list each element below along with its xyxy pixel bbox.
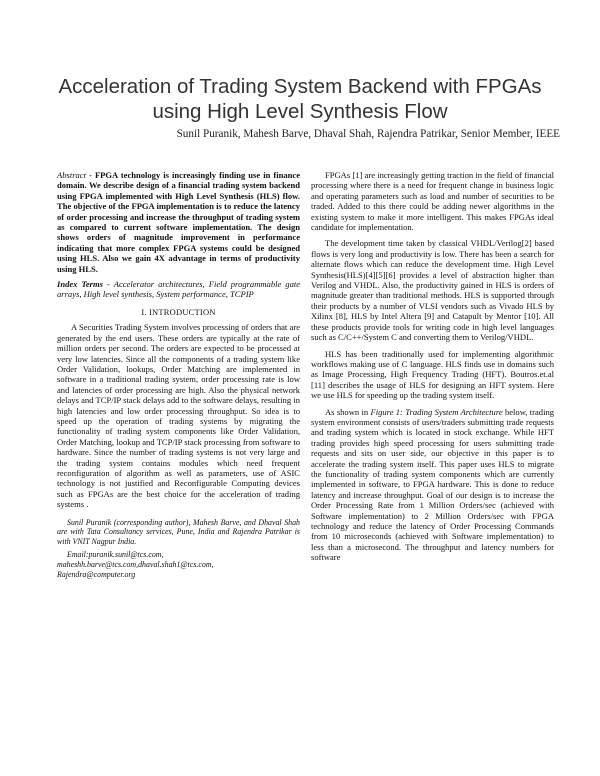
architecture-paragraph xyxy=(311,407,554,563)
fpga-paragraph: FPGAs [1] are increasingly getting traction in the field of financial processing where there is a need for frequent change in business logic and operating parameters such as load and number of securities to be traded. Added to this there could be adding newer algorithms in the existing system to make it more intelligent. This makes FPGAs ideal candidate for implementation. xyxy=(311,170,554,233)
paper-title: Acceleration of Trading System Backend with FPGAs using High Level Synthesis Flow xyxy=(58,75,542,123)
abstract-label: Abstract xyxy=(57,170,86,180)
section-heading-introduction: I. INTRODUCTION xyxy=(141,306,216,317)
email-footnote xyxy=(57,550,300,579)
index-terms-label: Index Terms xyxy=(57,279,103,290)
email-line-2: maheshh.barve@tcs.com,dhaval.shah1@tcs.com, xyxy=(57,559,214,569)
author-list: Sunil Puranik, Mahesh Barve, Dhaval Shah, Rajendra Patrikar, Senior Member, IEEE xyxy=(176,128,560,140)
intro-paragraph: A Securities Trading System involves processing of orders that are generated by the end users. These orders are typically at the rate of million orders per second. The orders are expected to be processed at very low latencies. Since all the components of a trading system like Order Validation, lookups, Order Matching are implemented in software in a traditional trading system, order processing rate is low and latencies of order processing are high. Also the physical network delays and TCP/IP stack delays add to the software delays, resulting in high latencies and low order processing throughput. So idea is to speed up the operation of trading systems by migrating the functionality of trading system components like Order Validation, Order Matching, lookup and TCP/IP stack processing from software to hardware. Since the number of trading systems is not very large and the trading system contains modules which need frequent reconfiguration of algorithm as well as parameters, use of ASIC technology is not justified and Reconfigurable Computing devices such as FPGAs are the best choice for the acceleration of trading systems . xyxy=(57,322,300,510)
abstract xyxy=(57,170,300,274)
architecture-text-start: As shown in xyxy=(325,406,371,417)
email-line-3: Rajendra@computer.org xyxy=(57,569,136,579)
abstract-dash: - xyxy=(85,170,95,180)
email-line-1: Email:puranik.sunil@tcs.com, xyxy=(67,550,164,560)
architecture-text-rest: below, trading system environment consists of users/traders submitting trade requests and trading system which is located in stock exchange. While HFT trading provides high speed processing for users submitting trade requests and sits on user side, our objective in this paper is to accelerate the trading system itself. This paper uses HLS to migrate the functionality of trading system components which are currently implemented in software, to FPGA hardware. This is done to reduce latency and increase throughput. Goal of our design is to increase the Order Processing Rate from 1 Million Orders/sec (achieved with Software implementation) to 2 Million Orders/sec with FPGA technology and reduce the latency of Order Processing Commands from 10 microseconds (achieved with Software implementation) to less than a microsecond. The throughput and latency numbers for software xyxy=(311,406,554,563)
right-column xyxy=(311,170,554,563)
index-terms xyxy=(57,279,300,300)
index-terms-text: Accelerator architectures, Field programmable gate arrays, High level synthesis, System performance, TCPIP xyxy=(57,279,301,300)
figure-reference: Figure 1: Trading System Architecture xyxy=(370,406,503,417)
development-time-paragraph: The development time taken by classical VHDL/Verilog[2] based flows is very long and productivity is low. There has been a search for alternate flows which can reduce the development time. High Level Synthesis(HLS)[4][5][6] provides a level of abstraction higher than Verilog and VHDL. Also, the productivity gained in HLS is orders of magnitude greater than traditional methods. HLS is supported through their products by a number of VLSI vendors such as Vivado HLS by Xilinx [8], HLS by Intel Altera [9] and Catapult by Mentor [10]. All these products provide tools for writing code in high level languages such as C/C++/System C and converting them to Verilog/VHDL. xyxy=(311,238,554,343)
abstract-text: FPGA technology is increasingly finding use in finance domain. We describe design of a financial trading system backend using FPGA implemented with High Level Synthesis (HLS) flow. The objective of the FPGA implementation is to reduce the latency of order processing and increase the throughput of trading system as compared to current software implementation. The design shows orders of magnitude improvement in performance indicating that more complex FPGA systems could be designed using HLS. Also we gain 4X advantage in terms of productivity using HLS. xyxy=(57,170,301,274)
left-column xyxy=(57,170,300,579)
author-footnote: Sunil Puranik (corresponding author), Mahesh Barve, and Dhaval Shah are with Tata Consultancy services, Pune, India and Rajendra Patrikar is with VNIT Nagpur India. xyxy=(57,517,300,546)
hls-usage-paragraph: HLS has been traditionally used for implementing algorithmic workflows making use of C language. HLS finds use in domains such as Image Processing, High Frequency Trading (HFT). Boutros.et.al [11] describes the usage of HLS for designing an HFT system. Here we use HLS for speeding up the trading system itself. xyxy=(311,348,554,401)
index-terms-dash: - xyxy=(102,279,114,290)
